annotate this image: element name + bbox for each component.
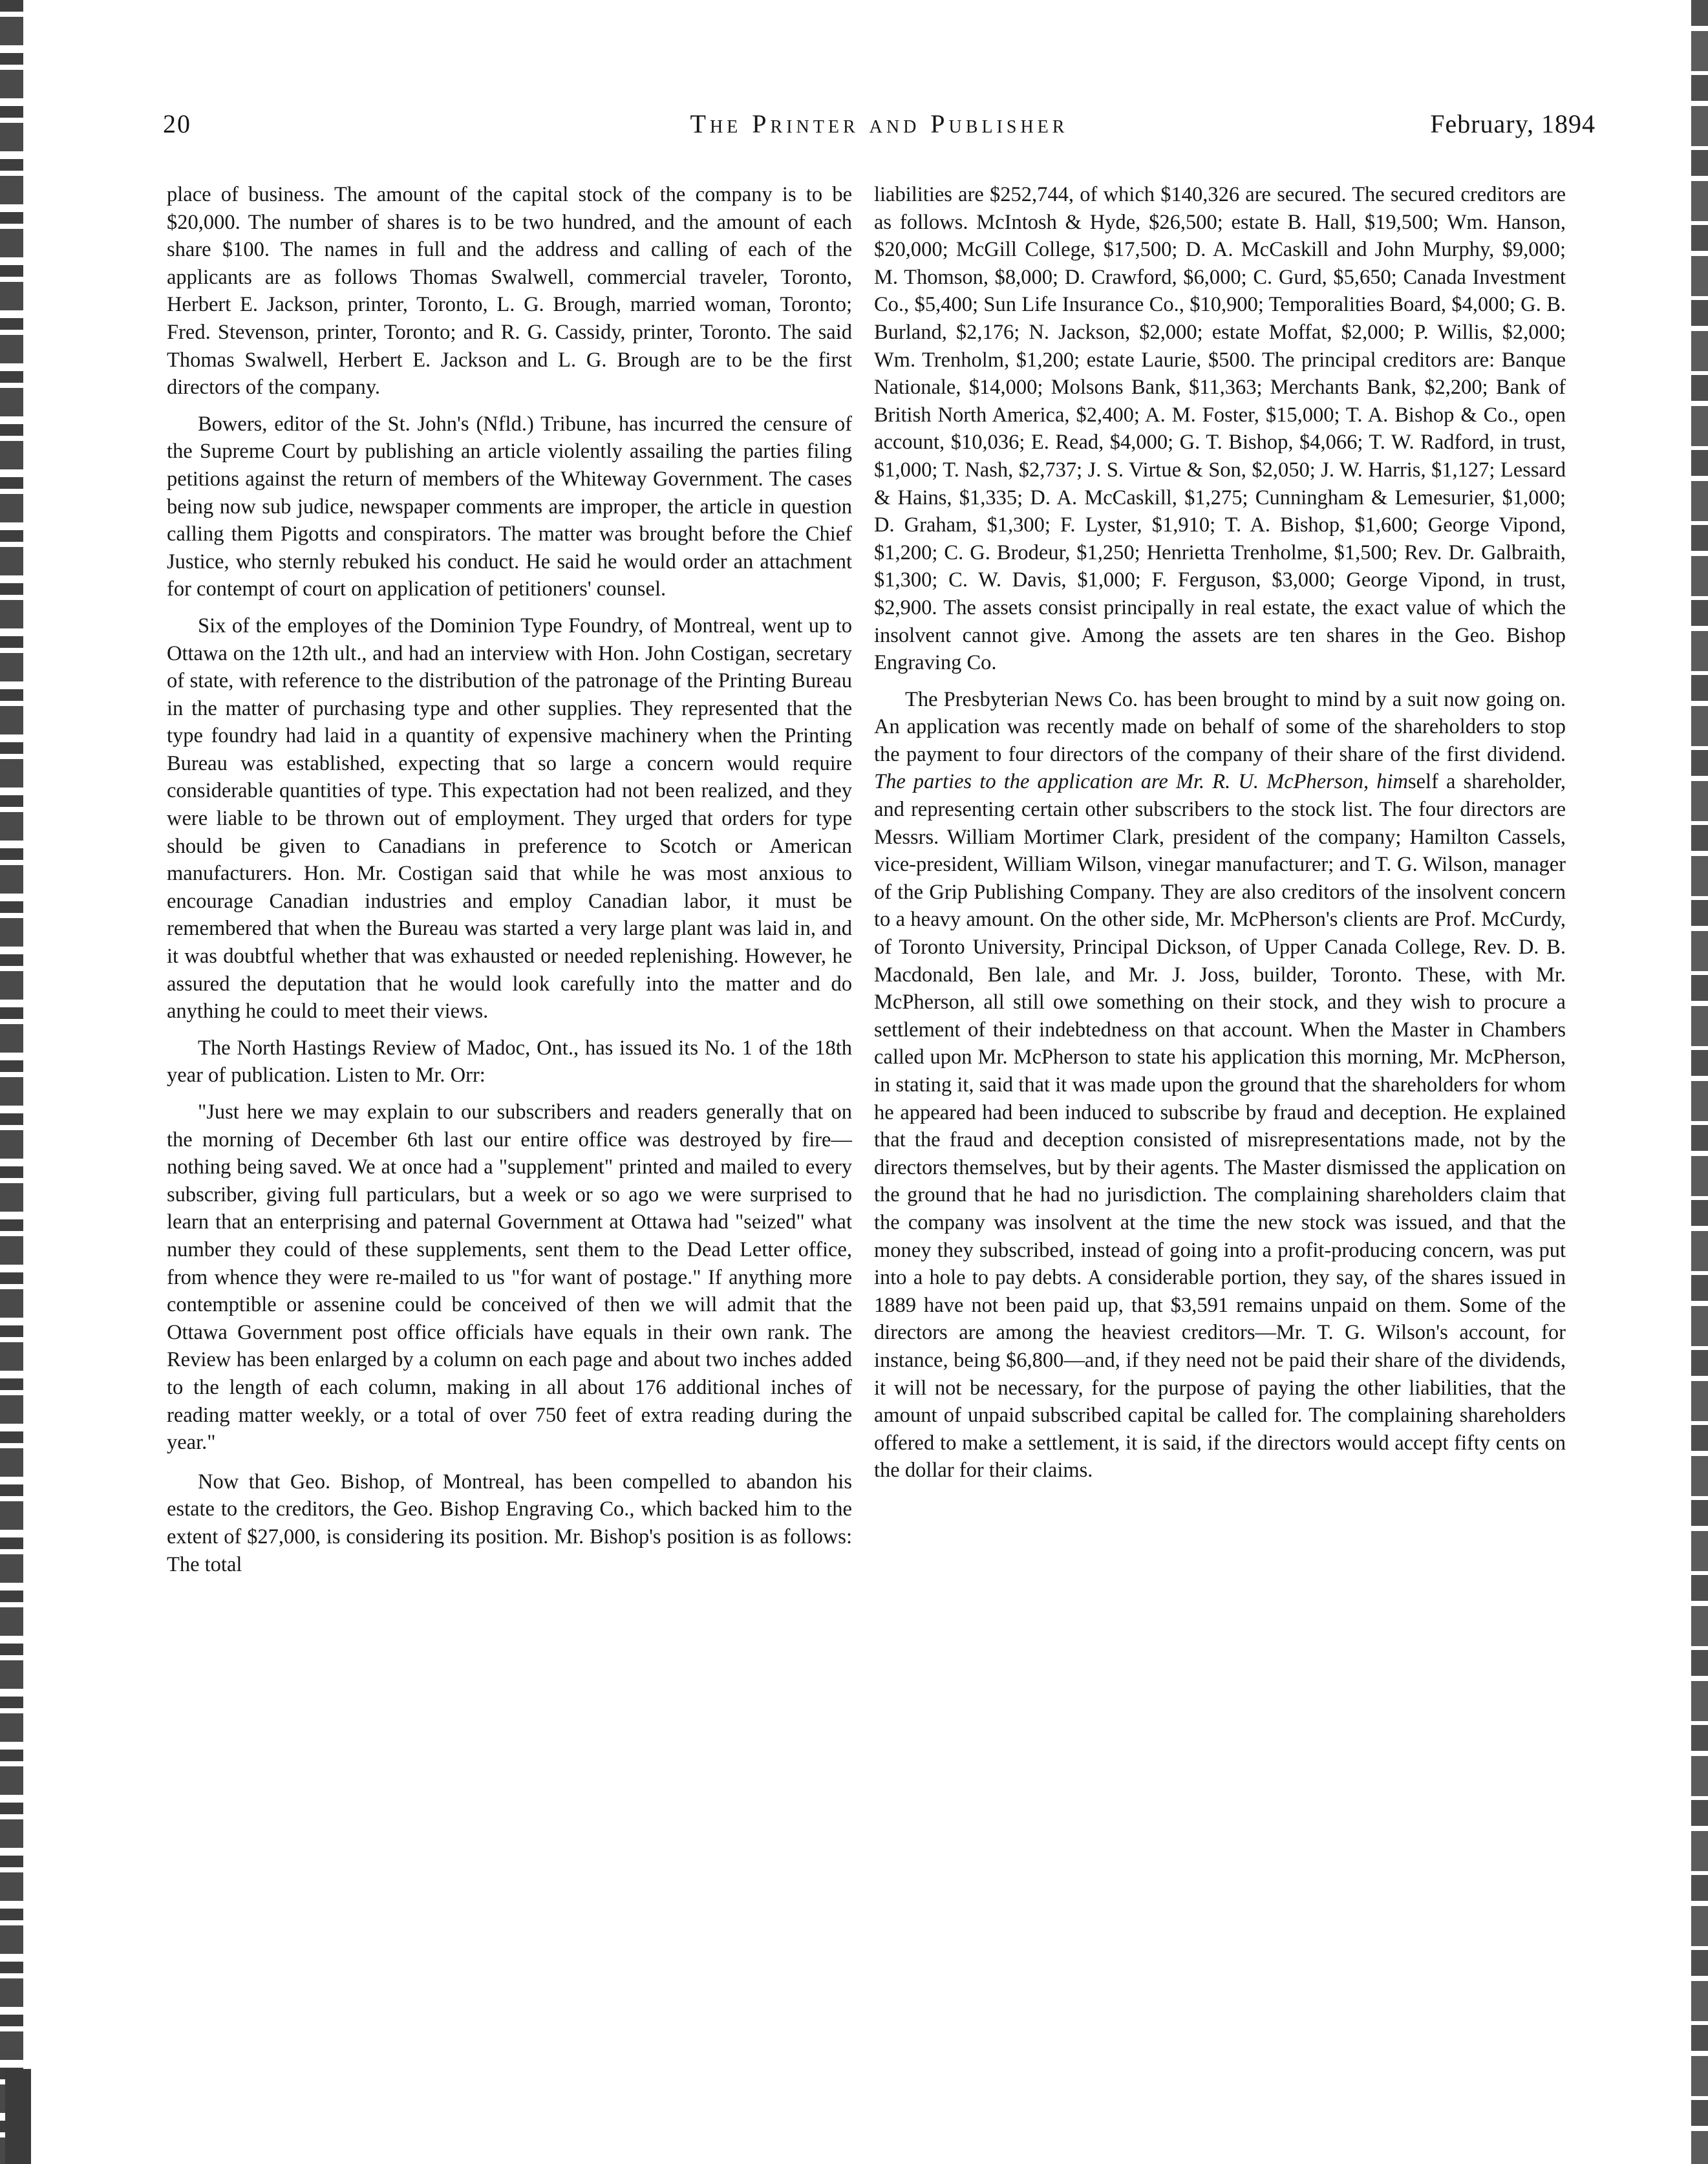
presbyterian-text-italic: The parties to the application are Mr. R. U. McPherson, him [874, 770, 1408, 794]
paragraph-orr-quote: "Just here we may explain to our subscribers and readers generally that on the morning of December 6th last our entire office was destroyed by fire—nothing being saved. We at once had a "supplement" printed and mailed to every subscriber, giving full particulars, but a week or so ago we were surprised to learn that an enterprising and paternal Government at Ottawa had "seized" what number they could of these supplements, sent them to the Dead Letter office, from whence they were re-mailed to us "for want of postage." If anything more contemptible or assenine could be conceived of then we will admit that the Ottawa Government post office officials have equals in their own rank. The Review has been enlarged by a column on each page and about two inches added to the length of each column, making in all about 176 additional inches of reading matter weekly, or a total of over 750 feet of extra reading during the year." [167, 1100, 852, 1455]
scan-edge-left [0, 0, 23, 2164]
presbyterian-text-before: The Presbyterian News Co. has been brought to mind by a suit now going on. An application was recently made on behalf of some of the shareholders to stop the payment to four directors of the company of their share of the first dividend. [874, 687, 1566, 766]
paragraph-bowers-tribune: Bowers, editor of the St. John's (Nfld.) Tribune, has incurred the censure of the Supreme Court by publishing an article violently assailing the parties filing petitions against the return of members of the Whiteway Government. The cases being now sub judice, newspaper comments are improper, the article in question calling them Pigotts and conspirators. The matter was brought before the Chief Justice, who sternly rebuked his conduct. He said he would order an attachment for contempt of court on application of petitioners' counsel. [167, 412, 852, 601]
paragraph-company-incorporation: place of business. The amount of the capital stock of the company is to be $20,000. The number of shares is to be two hundred, and the amount of each share $100. The names in full and the address and calling of each of the applicants are as follows Thomas Swalwell, commercial traveler, Toronto, Herbert E. Jackson, printer, Toronto, L. G. Brough, married woman, Toronto; Fred. Stevenson, printer, Toronto; and R. G. Cassidy, printer, Toronto. The said Thomas Swalwell, Herbert E. Jackson and L. G. Brough are to be the first directors of the company. [167, 183, 852, 400]
right-column [874, 181, 1566, 1494]
left-column [167, 181, 852, 1587]
paragraph-bishop-liabilities: liabilities are $252,744, of which $140,326 are secured. The secured creditors are as follows. McIntosh & Hyde, $26,500; estate B. Hall, $19,500; Wm. Hanson, $20,000; McGill College, $17,500; D. A. McCaskill and John Murphy, $9,000; M. Thomson, $8,000; D. Crawford, $6,000; C. Gurd, $5,650; Canada Investment Co., $5,400; Sun Life Insurance Co., $10,900; Temporalities Board, $4,000; G. B. Burland, $2,176; N. Jackson, $2,000; estate Moffat, $2,000; P. Willis, $2,000; Wm. Trenholm, $1,200; estate Laurie, $500. The principal creditors are: Banque Nationale, $14,000; Molsons Bank, $11,363; Merchants Bank, $2,200; Bank of British North America, $2,400; A. M. Foster, $15,000; T. A. Bishop & Co., open account, $10,036; E. Read, $4,000; G. T. Bishop, $4,066; T. W. Radford, in trust, $1,000; T. Nash, $2,737; J. S. Virtue & Son, $2,050; J. W. Harris, $1,127; Lessard & Hains, $1,335; D. A. McCaskill, $1,275; Cunningham & Lemesurier, $1,000; D. Graham, $1,300; F. Lyster, $1,910; T. A. Bishop, $1,600; George Vipond, $1,200; C. G. Brodeur, $1,250; Henrietta Trenholme, $1,500; Rev. Dr. Galbraith, $1,300; C. W. Davis, $1,000; F. Ferguson, $3,000; George Vipond, in trust, $2,900. The assets consist principally in real estate, the exact value of which the insolvent cannot give. Among the assets are ten shares in the Geo. Bishop Engraving Co. [874, 183, 1566, 675]
journal-title: The Printer and Publisher [690, 109, 1069, 138]
presbyterian-text-after: self a shareholder, and representing certain other subscribers to the stock list. The four directors are Messrs. William Mortimer Clark, president of the company; Hamilton Cassels, vice-president, William Wilson, vinegar manufacturer; and T. G. Wilson, manager of the Grip Publishing Company. They are also creditors of the insolvent concern to a heavy amount. On the other side, Mr. McPherson's clients are Prof. McCurdy, of Toronto University, Principal Dickson, of Upper Canada College, Rev. D. B. Macdonald, Ben lale, and Mr. J. Joss, builder, Toronto. These, with Mr. McPherson, all still owe something on their stock, and they wish to procure a settlement of their indebtedness on that account. When the Master in Chambers called upon Mr. McPherson to state his application this morning, Mr. McPherson, in stating it, said that it was made upon the ground that the shareholders for whom he appeared had been induced to subscribe by fraud and deception. He explained that the fraud and deception consisted of misrepresentations made, not by the directors themselves, but by their agents. The Master dismissed the application on the ground that he had no jurisdiction. The complaining shareholders claim that the company was insolvent at the time the new stock was issued, and that the money they subscribed, instead of going into a profit-producing concern, was put into a hole to pay debts. A considerable portion, they say, of the shares issued in 1889 have not been paid up, that $3,591 remains unpaid on them. Some of the directors are among the heaviest creditors—Mr. T. G. Wilson's account, for instance, being $6,800—and, if they need not be paid their share of the dividends, it will not be necessary, for the purpose of paying the other liabilities, that the amount of unpaid subscribed capital be called for. The complaining shareholders offered to make a settlement, it is said, if the directors would accept fifty cents on the dollar for their claims. [874, 770, 1566, 1483]
page-header [163, 109, 1596, 154]
paragraph-presbyterian-news [874, 686, 1566, 1484]
scan-edge-right [1691, 0, 1708, 2164]
paragraph-north-hastings-review: The North Hastings Review of Madoc, Ont., has issued its No. 1 of the 18th year of publication. Listen to Mr. Orr: [167, 1036, 852, 1087]
page-number: 20 [163, 109, 191, 138]
paragraph-type-foundry: Six of the employes of the Dominion Type Foundry, of Montreal, went up to Ottawa on the 12th ult., and had an interview with Hon. John Costigan, secretary of state, with reference to the distribution of the patronage of the Printing Bureau in the matter of purchasing type and other supplies. They represented that the type foundry had laid in a quantity of expensive machinery when the Printing Bureau was established, expecting that so large a concern would require considerable quantities of type. This expectation had not been realized, and they were liable to be thrown out of employment. They urged that orders for type should be given to Canadians in preference to Scotch or American manufacturers. Hon. Mr. Costigan said that while he was most anxious to encourage Canadian industries and employ Canadian labor, it must be remembered that when the Bureau was started a very large plant was laid in, and it was doubtful whether that was exhausted or needed replenishing. However, he assured the deputation that he would look carefully into the matter and do anything he could to meet their views. [167, 614, 852, 1023]
paragraph-geo-bishop-intro: Now that Geo. Bishop, of Montreal, has been compelled to abandon his estate to the creditors, the Geo. Bishop Engraving Co., which backed him to the extent of $27,000, is considering its position. Mr. Bishop's position is as follows: The total [167, 1470, 852, 1576]
issue-date: February, 1894 [1430, 109, 1596, 138]
